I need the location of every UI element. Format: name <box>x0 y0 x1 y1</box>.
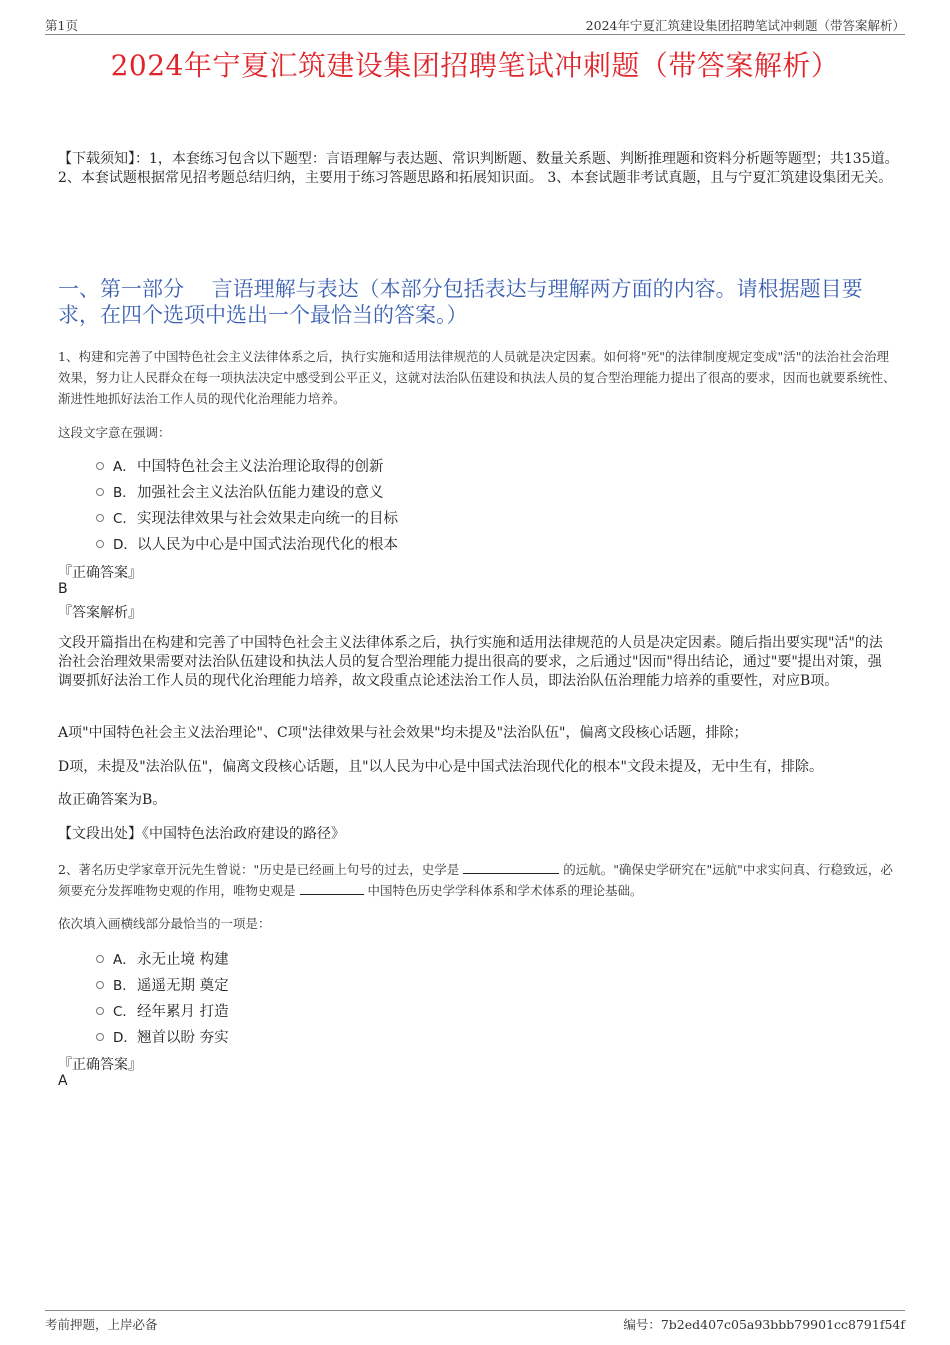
question-2-option-b[interactable]: B． 遥遥无期 奠定 <box>96 971 229 997</box>
radio-icon[interactable] <box>96 488 104 496</box>
question-1-analysis-label: 『答案解析』 <box>58 605 142 621</box>
question-1-option-a[interactable]: A． 中国特色社会主义法治理论取得的创新 <box>96 452 398 478</box>
question-1-analysis-p4: 故正确答案为B。 <box>58 792 167 808</box>
question-1-analysis-p2: A项"中国特色社会主义法治理论"、C项"法律效果与社会效果"均未提及"法治队伍"，偏离文段核心话题，排除； <box>58 725 748 741</box>
fill-blank-1[interactable] <box>463 861 559 874</box>
radio-icon[interactable] <box>96 955 104 963</box>
question-2-text: 2、著名历史学家章开沅先生曾说："历史是已经画上句号的过去，史学是 的远航。"确保史学研究在"远航"中求实问真、行稳致远，必须要充分发挥唯物史观的作用，唯物史观是 中国特色历史学学科体系和学术体系的理论基础。 <box>58 862 893 898</box>
question-2-option-c[interactable]: C． 经年累月 打造 <box>96 997 229 1023</box>
radio-icon[interactable] <box>96 462 104 470</box>
page-number: 第1页 <box>45 18 78 33</box>
question-1-analysis-p1: 文段开篇指出在构建和完善了中国特色社会主义法律体系之后，执行实施和适用法律规范的人员是决定因素。随后指出要实现"活"的法治社会治理效果需要对法治队伍建设和执法人员的复合型治理能力提出很高的要求，之后通过"因而"得出结论，通过"要"提出对策，强调要抓好法治工作人员的现代化治理能力培养，故文段重点论述法治工作人员，即法治队伍治理能力培养的重要性，对应B项。 <box>58 635 883 689</box>
question-2-answer-label: 『正确答案』 <box>58 1057 142 1073</box>
section-title: 一、第一部分 言语理解与表达（本部分包括表达与理解两方面的内容。请根据题目要求，在四个选项中选出一个最恰当的答案。） <box>58 277 863 327</box>
question-1-options <box>96 452 398 556</box>
question-1-prompt: 这段文字意在强调： <box>58 425 171 440</box>
question-1-answer-label: 『正确答案』 <box>58 565 142 581</box>
footer-slogan: 考前押题，上岸必备 <box>45 1317 158 1332</box>
page-footer <box>45 1310 905 1332</box>
question-2-options <box>96 945 229 1049</box>
question-1-analysis-p3: D项，未提及"法治队伍"，偏离文段核心话题，且"以人民为中心是中国式法治现代化的根本"文段未提及，无中生有，排除。 <box>58 759 823 775</box>
radio-icon[interactable] <box>96 1033 104 1041</box>
question-1-text: 1、构建和完善了中国特色社会主义法律体系之后，执行实施和适用法律规范的人员就是决定因素。如何将"死"的法律制度规定变成"活"的法治社会治理效果，努力让人民群众在每一项执法决定中感受到公平正义，这就对法治队伍建设和执法人员的复合型治理能力提出了很高的要求，因而也就要系统性、渐进性地抓好法治工作人员的现代化治理能力培养。 <box>58 349 896 406</box>
radio-icon[interactable] <box>96 540 104 548</box>
download-notice: 【下载须知】：1，本套练习包含以下题型：言语理解与表达题、常识判断题、数量关系题、判断推理题和资料分析题等题型；共135道。 2、本套试题根据常见招考题总结归纳，主要用于练习答题思路和拓展知识面。 3、本套试题非考试真题，且与宁夏汇筑建设集团无关。 <box>58 151 899 186</box>
fill-blank-2[interactable] <box>300 882 364 895</box>
question-1-option-d[interactable]: D． 以人民为中心是中国式法治现代化的根本 <box>96 530 398 556</box>
radio-icon[interactable] <box>96 1007 104 1015</box>
question-2-option-d[interactable]: D． 翘首以盼 夯实 <box>96 1023 229 1049</box>
footer-code: 编号：7b2ed407c05a93bbb79901cc8791f54f <box>623 1317 905 1332</box>
question-2-prompt: 依次填入画横线部分最恰当的一项是： <box>58 916 271 931</box>
page-header <box>45 14 905 35</box>
question-1-option-c[interactable]: C． 实现法律效果与社会效果走向统一的目标 <box>96 504 398 530</box>
question-2-answer: A <box>58 1073 68 1089</box>
question-1-source: 【文段出处】《中国特色法治政府建设的路径》 <box>58 826 345 842</box>
question-2-option-a[interactable]: A． 永无止境 构建 <box>96 945 229 971</box>
radio-icon[interactable] <box>96 514 104 522</box>
document-title: 2024年宁夏汇筑建设集团招聘笔试冲刺题（带答案解析） <box>110 49 840 82</box>
header-doc-title: 2024年宁夏汇筑建设集团招聘笔试冲刺题（带答案解析） <box>585 18 905 33</box>
question-1-option-b[interactable]: B． 加强社会主义法治队伍能力建设的意义 <box>96 478 398 504</box>
radio-icon[interactable] <box>96 981 104 989</box>
question-1-answer: B <box>58 581 68 597</box>
